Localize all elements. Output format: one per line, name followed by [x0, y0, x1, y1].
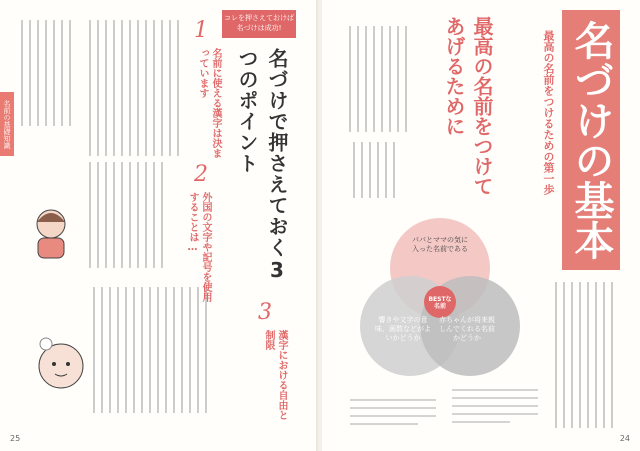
body-text-col1 [18, 18, 78, 128]
point-3-title: 漢字における自由と制限 [263, 330, 287, 420]
caption-right [450, 386, 540, 426]
text-lines [18, 18, 78, 128]
point-2-title: 外国の文字や記号を使用することは… [187, 192, 211, 302]
text-lines [346, 24, 416, 134]
caption-left [348, 396, 438, 432]
point-2-number: 2 [194, 162, 208, 187]
right-body-text-3 [552, 280, 622, 430]
point-1-number: 1 [194, 18, 208, 43]
right-page-number: 24 [619, 434, 630, 443]
venn-right-label: 赤ちゃんが将来親しんでくれる名前かどうか [439, 316, 495, 342]
mother-illustration [28, 204, 74, 260]
text-lines [350, 140, 410, 200]
text-lines [86, 18, 186, 158]
left-page-number: 25 [10, 434, 21, 443]
text-lines [552, 280, 622, 430]
point-1-title: 名前に使える漢字は決まっています [197, 48, 221, 158]
right-body-text-2 [350, 140, 410, 200]
hero-title: 名づけの基本 [568, 20, 614, 260]
side-tab: 名前の基礎知識 [0, 92, 14, 156]
section-title: 名づけで押さえておく3つのポイント [235, 48, 289, 283]
banner: コレを押さえておけば名づけは成功! [222, 10, 296, 38]
right-body-text [346, 24, 416, 134]
body-text-col2 [86, 18, 186, 158]
left-page [0, 0, 318, 451]
text-lines [348, 396, 438, 432]
right-page [322, 0, 640, 451]
venn-left-label: 響きや文字の意味、画数などがよいかどうか [375, 316, 431, 342]
text-lines [90, 285, 220, 415]
hero-subtitle: 最高の名前をつけるための第一歩 [542, 30, 555, 195]
baby-illustration [26, 330, 96, 400]
body-text-col4 [90, 285, 220, 415]
right-headline: 最高の名前をつけてあげるために [442, 16, 494, 196]
point-3-number: 3 [258, 300, 272, 325]
venn-top-label: パパとママの気に入った名前である [412, 236, 468, 253]
venn-center-label: BESTな名前 [428, 296, 452, 310]
text-lines [450, 386, 540, 426]
